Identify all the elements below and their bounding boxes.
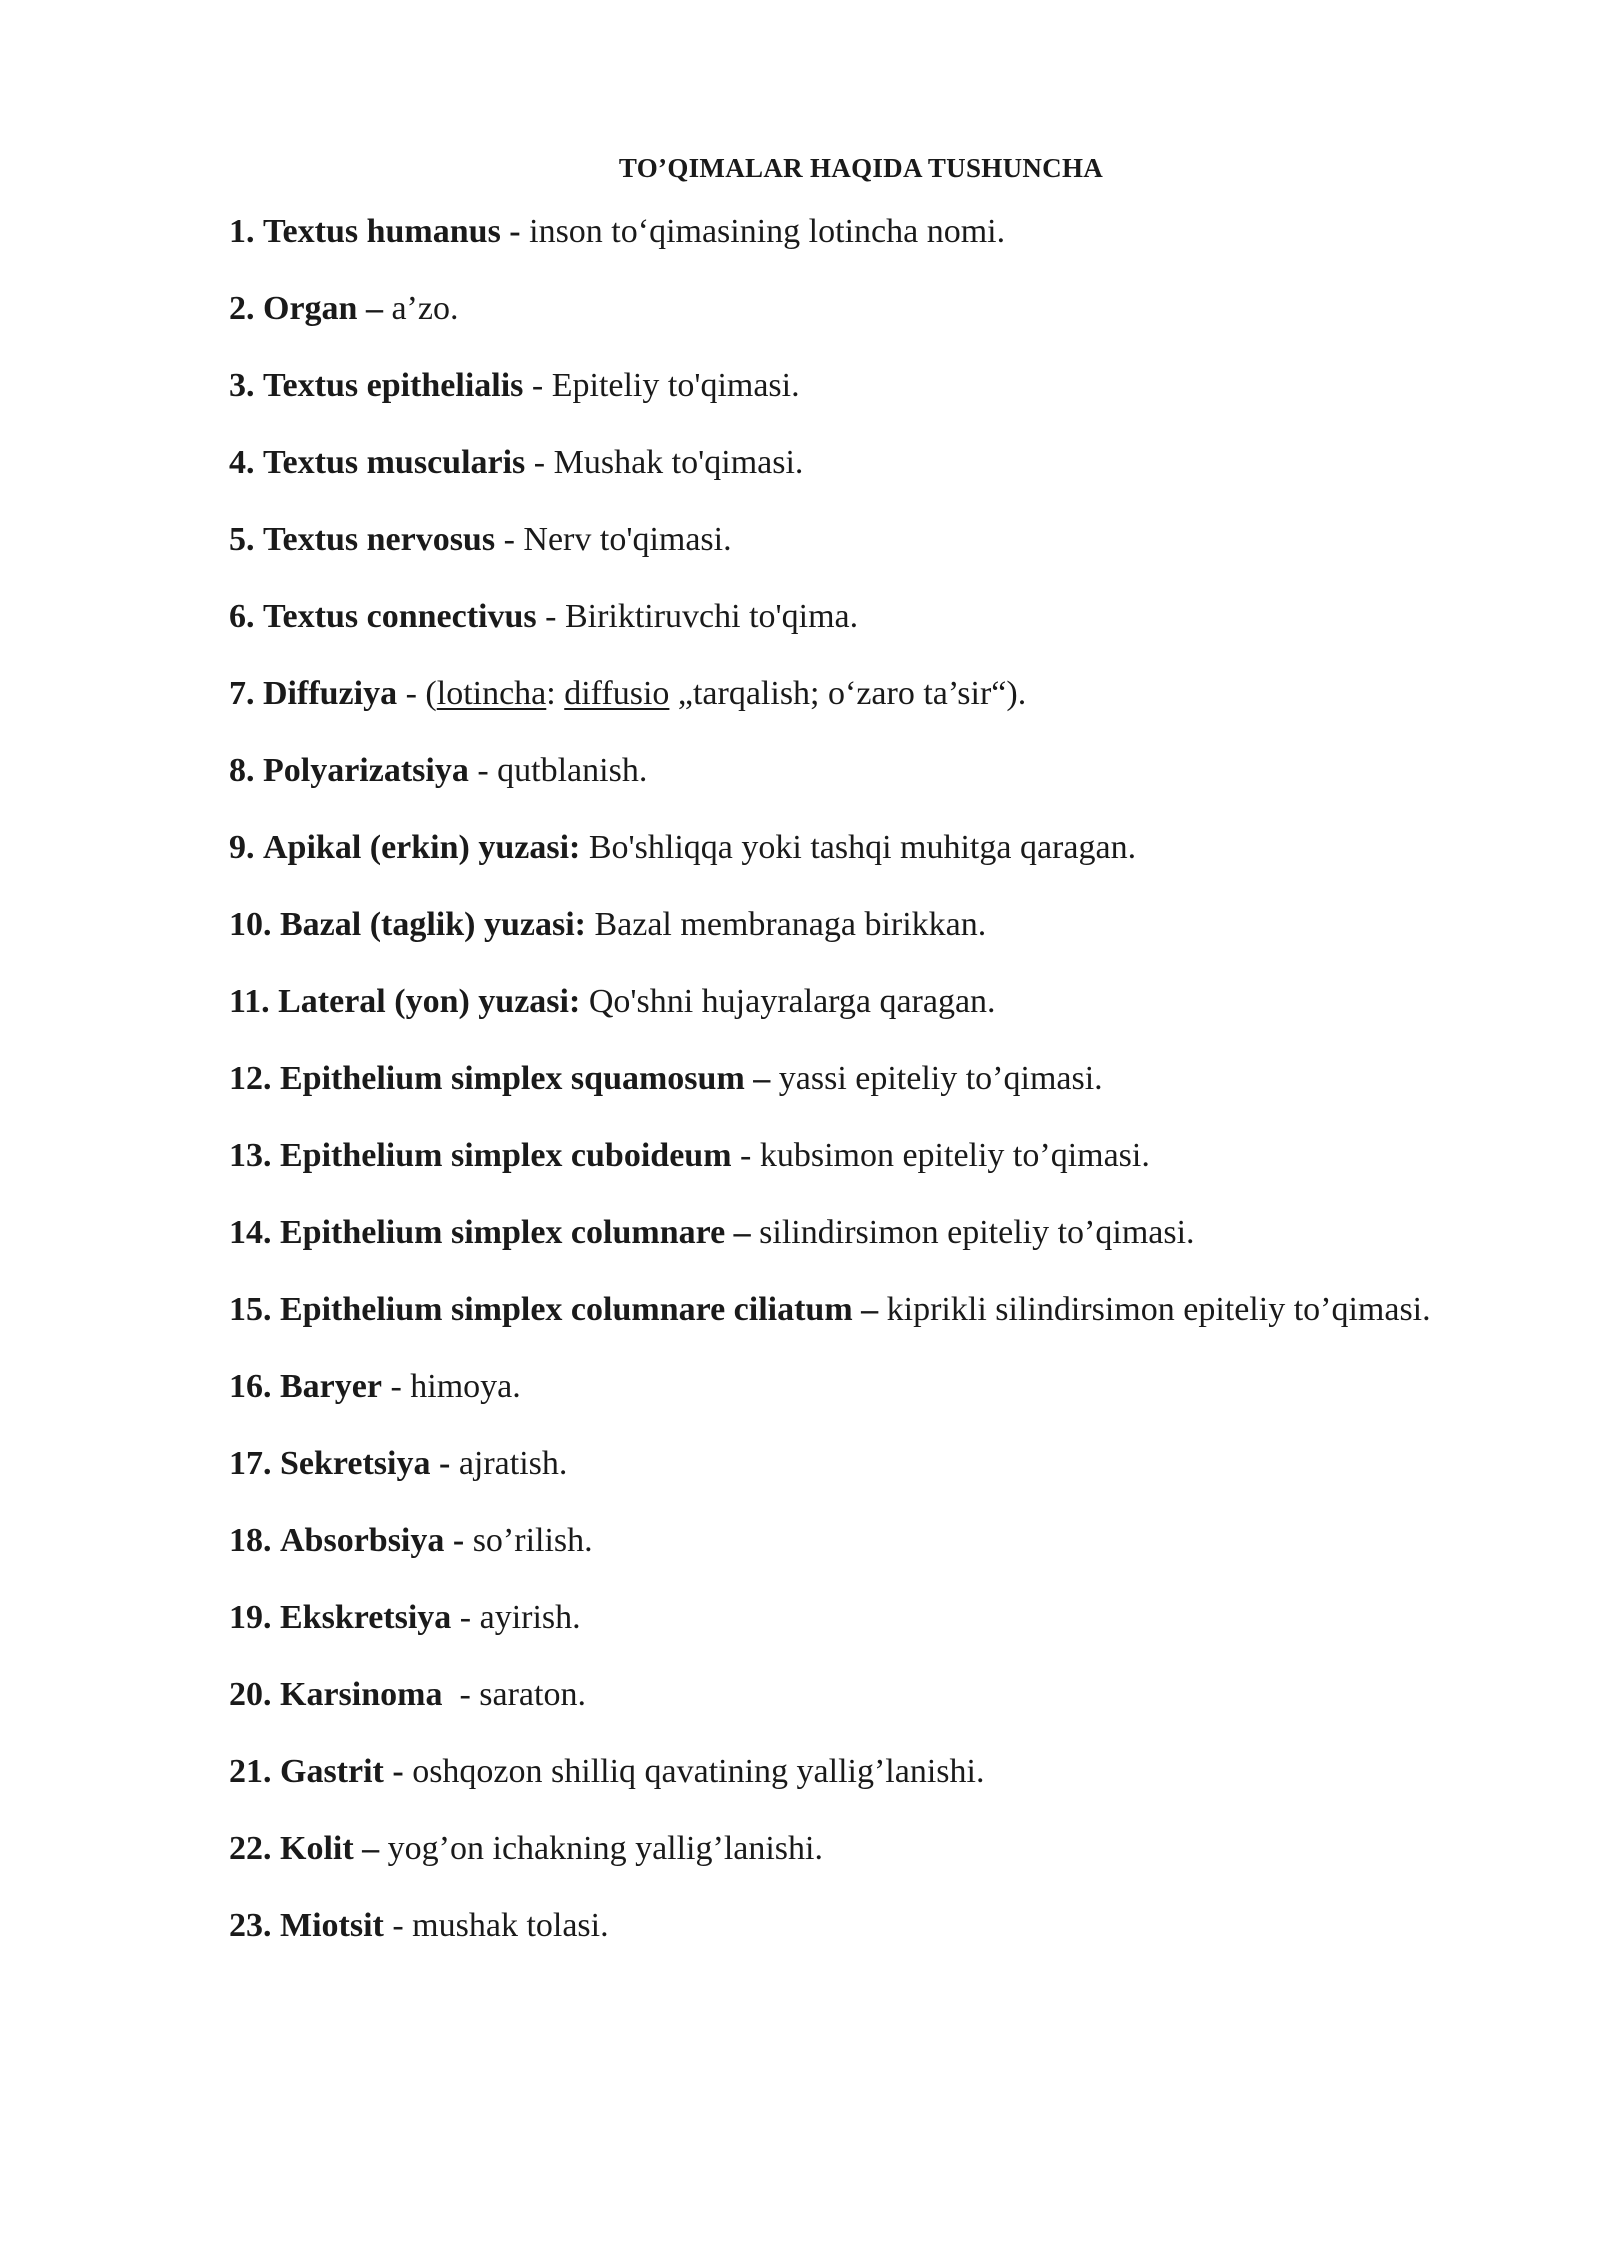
document-title: TO’QIMALAR HAQIDA TUSHUNCHA bbox=[618, 153, 1104, 183]
entry-number: 10. bbox=[229, 906, 272, 943]
term-definition: - Nerv to'qimasi. bbox=[495, 521, 732, 558]
term-name: Kolit – bbox=[280, 1830, 380, 1867]
term-name: Miotsit bbox=[280, 1907, 384, 1944]
entry-number: 20. bbox=[229, 1676, 272, 1713]
entry-number: 12. bbox=[229, 1060, 272, 1097]
term-definition: - qutblanish. bbox=[468, 752, 648, 789]
document-page bbox=[229, 150, 1493, 1979]
term-definition: Qo'shni hujayralarga qaragan. bbox=[580, 983, 996, 1020]
term-definition: ajratish. bbox=[450, 1445, 568, 1482]
entry-number: 6. bbox=[229, 598, 255, 635]
term-entry-12 bbox=[229, 1055, 1493, 1103]
entry-number: 9. bbox=[229, 829, 255, 866]
term-definition-prefix: - ( bbox=[397, 675, 437, 712]
term-definition: oshqozon shilliq qavatining yallig’lanishi. bbox=[403, 1753, 985, 1790]
term-definition: silindirsimon epiteliy to’qimasi. bbox=[750, 1214, 1195, 1251]
entry-number: 11. bbox=[229, 983, 270, 1020]
term-name: Textus humanus - bbox=[263, 213, 521, 250]
term-definition: yog’on ichakning yallig’lanishi. bbox=[379, 1830, 823, 1867]
term-definition-colon: : bbox=[546, 675, 565, 712]
term-entry-6 bbox=[229, 593, 1493, 641]
entry-number: 2. bbox=[229, 290, 255, 327]
diffusio-link[interactable]: diffusio bbox=[564, 675, 670, 712]
term-entry-15 bbox=[229, 1286, 1493, 1334]
term-definition: - ayirish. bbox=[451, 1599, 581, 1636]
term-entry-18 bbox=[229, 1517, 1493, 1565]
entry-number: 17. bbox=[229, 1445, 272, 1482]
term-definition: Bo'shliqqa yoki tashqi muhitga qaragan. bbox=[580, 829, 1137, 866]
term-definition: so’rilish. bbox=[464, 1522, 593, 1559]
term-entry-13 bbox=[229, 1132, 1493, 1180]
entry-number: 13. bbox=[229, 1137, 272, 1174]
entry-number: 15. bbox=[229, 1291, 272, 1328]
term-definition: - saraton. bbox=[442, 1676, 586, 1713]
term-definition: - kubsimon epiteliy to’qimasi. bbox=[731, 1137, 1150, 1174]
term-entry-3 bbox=[229, 362, 1493, 410]
term-name: Polyarizatsiya bbox=[263, 752, 469, 789]
term-name: Gastrit - bbox=[280, 1753, 404, 1790]
entry-number: 14. bbox=[229, 1214, 272, 1251]
term-name: Epithelium simplex cuboideum bbox=[280, 1137, 732, 1174]
term-name: Textus epithelialis bbox=[263, 367, 524, 404]
term-entry-7 bbox=[229, 670, 1493, 718]
entry-number: 23. bbox=[229, 1907, 272, 1944]
term-definition: Bazal membranaga birikkan. bbox=[585, 906, 987, 943]
term-name: Apikal (erkin) yuzasi: bbox=[263, 829, 581, 866]
entry-number: 1. bbox=[229, 213, 255, 250]
entry-number: 7. bbox=[229, 675, 255, 712]
term-entry-20 bbox=[229, 1671, 1493, 1719]
term-definition: kiprikli silindirsimon epiteliy to’qimasi. bbox=[878, 1291, 1431, 1328]
term-entry-19 bbox=[229, 1594, 1493, 1642]
term-name: Diffuziya bbox=[263, 675, 398, 712]
term-name: Karsinoma bbox=[280, 1676, 443, 1713]
term-entry-17 bbox=[229, 1440, 1493, 1488]
entry-number: 19. bbox=[229, 1599, 272, 1636]
term-entry-2 bbox=[229, 285, 1493, 333]
term-name: Sekretsiya - bbox=[280, 1445, 451, 1482]
term-entry-8 bbox=[229, 747, 1493, 795]
term-entry-16 bbox=[229, 1363, 1493, 1411]
term-definition: - Mushak to'qimasi. bbox=[525, 444, 804, 481]
term-name: Textus connectivus bbox=[263, 598, 537, 635]
term-entry-22 bbox=[229, 1825, 1493, 1873]
term-definition: - Biriktiruvchi to'qima. bbox=[536, 598, 859, 635]
entry-number: 16. bbox=[229, 1368, 272, 1405]
term-name: Epithelium simplex columnare – bbox=[280, 1214, 751, 1251]
term-definition: - mushak tolasi. bbox=[383, 1907, 609, 1944]
term-definition-suffix: „tarqalish; o‘zaro ta’sir“). bbox=[669, 675, 1027, 712]
term-entry-23 bbox=[229, 1902, 1493, 1950]
term-name: Epithelium simplex squamosum – bbox=[280, 1060, 771, 1097]
entry-number: 8. bbox=[229, 752, 255, 789]
term-entry-1 bbox=[229, 208, 1493, 256]
term-entry-4 bbox=[229, 439, 1493, 487]
term-name: Absorbsiya - bbox=[280, 1522, 465, 1559]
term-definition: a’zo. bbox=[382, 290, 459, 327]
entry-number: 21. bbox=[229, 1753, 272, 1790]
term-name: Baryer bbox=[280, 1368, 382, 1405]
lotincha-link[interactable]: lotincha bbox=[436, 675, 547, 712]
entry-number: 22. bbox=[229, 1830, 272, 1867]
term-entry-21 bbox=[229, 1748, 1493, 1796]
term-name: Bazal (taglik) yuzasi: bbox=[280, 906, 586, 943]
term-entry-11 bbox=[229, 978, 1493, 1026]
term-definition: inson to‘qimasining lotincha nomi. bbox=[520, 213, 1006, 250]
term-definition: - Epiteliy to'qimasi. bbox=[523, 367, 800, 404]
term-name: Epithelium simplex columnare ciliatum – bbox=[280, 1291, 879, 1328]
term-name: Textus muscularis bbox=[263, 444, 526, 481]
term-name: Textus nervosus bbox=[263, 521, 496, 558]
term-entry-14 bbox=[229, 1209, 1493, 1257]
entry-number: 4. bbox=[229, 444, 255, 481]
term-definition: yassi epiteliy to’qimasi. bbox=[770, 1060, 1103, 1097]
term-entry-5 bbox=[229, 516, 1493, 564]
entry-number: 3. bbox=[229, 367, 255, 404]
term-entry-10 bbox=[229, 901, 1493, 949]
entry-number: 18. bbox=[229, 1522, 272, 1559]
term-name: Organ – bbox=[263, 290, 383, 327]
term-definition: - himoya. bbox=[381, 1368, 521, 1405]
entry-number: 5. bbox=[229, 521, 255, 558]
term-name: Ekskretsiya bbox=[280, 1599, 452, 1636]
term-entry-9 bbox=[229, 824, 1493, 872]
term-name: Lateral (yon) yuzasi: bbox=[278, 983, 581, 1020]
